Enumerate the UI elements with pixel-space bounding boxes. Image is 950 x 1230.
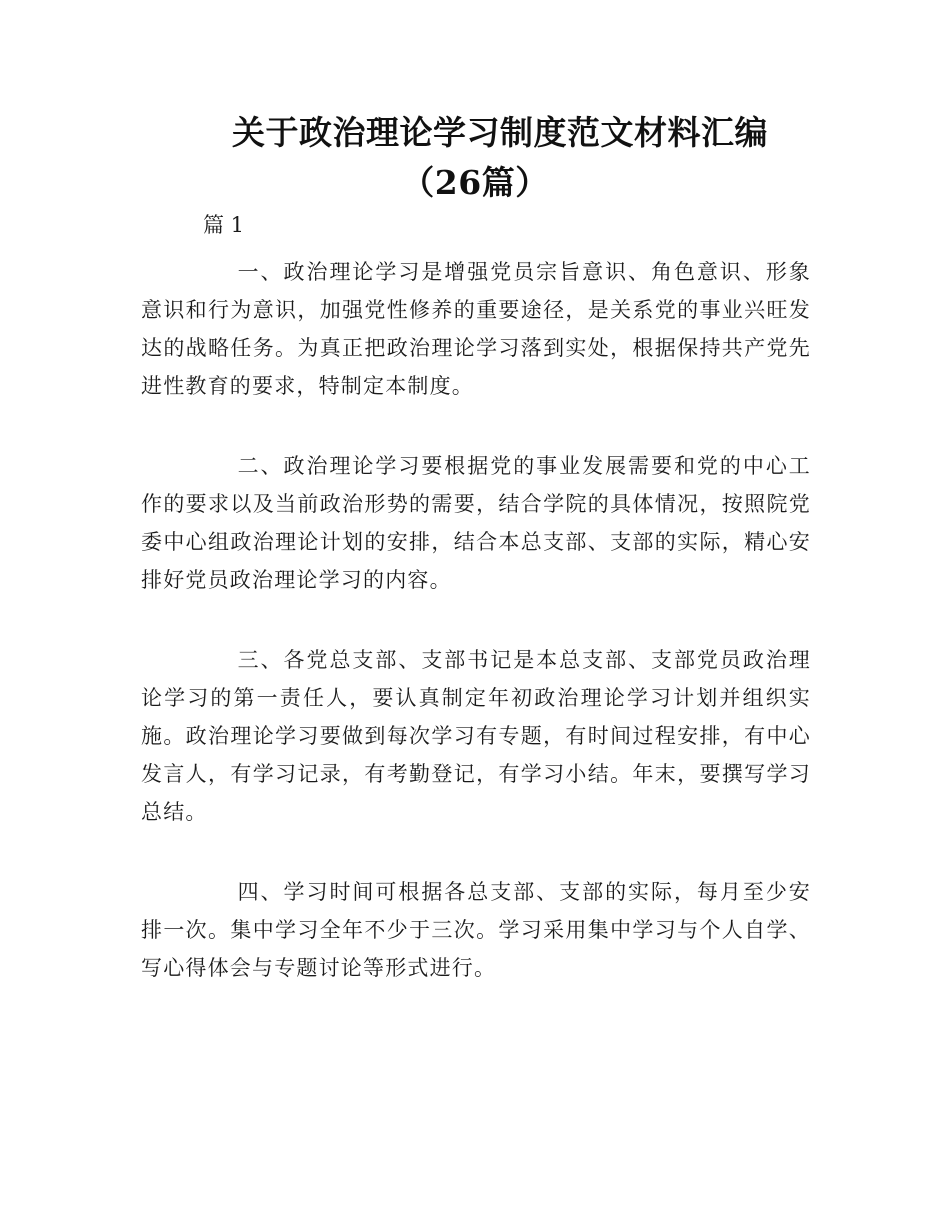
article-label: 篇 1 [203,213,245,237]
paragraph-gap [141,599,811,641]
paragraph-2: 二、政治理论学习要根据党的事业发展需要和党的中心工作的要求以及当前政治形势的需要，结合学院的具体情况，按照院党委中心组政治理论计划的安排，结合本总支部、支部的实际，精心安排好党员政治理论学习的内容。 [141,454,811,592]
paragraph-gap [141,405,811,447]
paragraph-3: 三、各党总支部、支部书记是本总支部、支部党员政治理论学习的第一责任人，要认真制定年初政治理论学习计划并组织实施。政治理论学习要做到每次学习有专题，有时间过程安排，有中心发言人，有学习记录，有考勤登记，有学习小结。年末，要撰写学习总结。 [141,648,811,824]
title-line-main: 关于政治理论学习制度范文材料汇编 [232,113,768,152]
paragraph-1: 一、政治理论学习是增强党员宗旨意识、角色意识、形象意识和行为意识，加强党性修养的重要途径，是关系党的事业兴旺发达的战略任务。为真正把政治理论学习落到实处，根据保持共产党先进性教育的要求，特制定本制度。 [141,260,811,398]
document-title [0,108,950,208]
paragraph-gap [141,831,811,873]
paragraph-4: 四、学习时间可根据各总支部、支部的实际，每月至少安排一次。集中学习全年不少于三次。学习采用集中学习与个人自学、写心得体会与专题讨论等形式进行。 [141,880,811,980]
title-line-count: （26篇） [401,163,549,202]
document-body [141,253,811,987]
